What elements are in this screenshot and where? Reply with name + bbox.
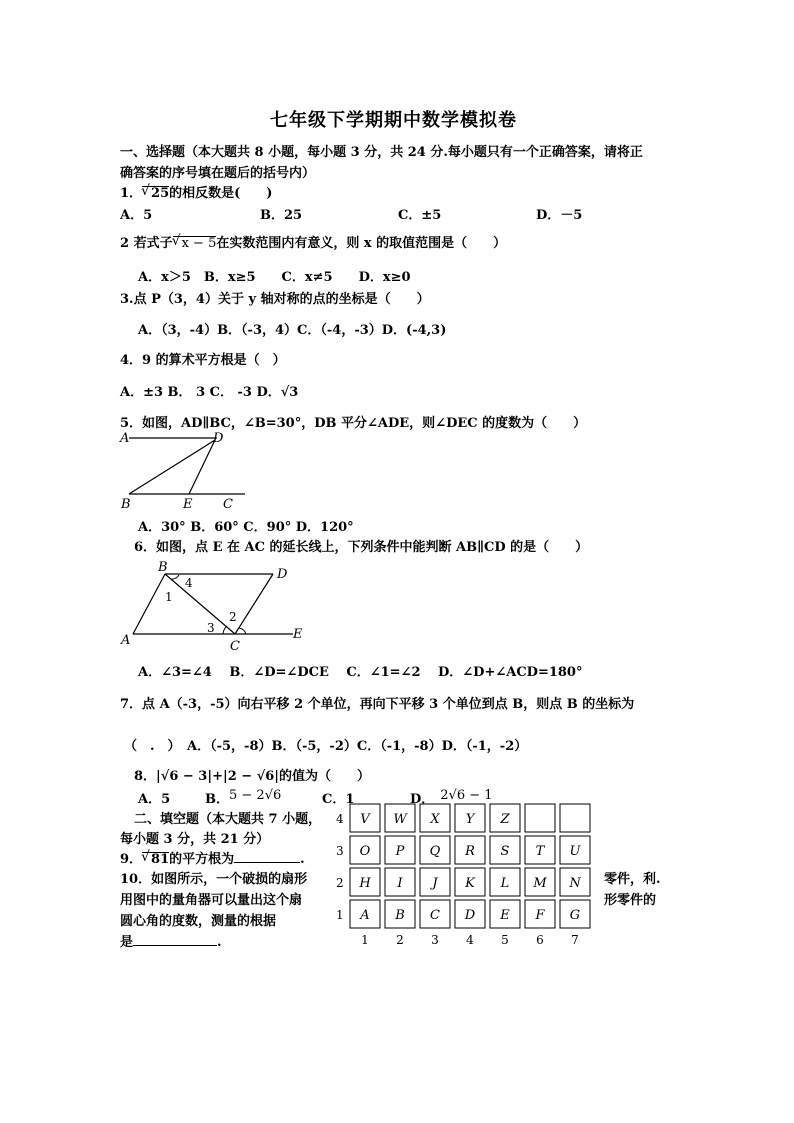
q6-arc-1 [171, 575, 179, 579]
q10-tail-line2: 形零件的 [604, 893, 657, 908]
q7-options: （ . ） A．（-5，-8）B．（-5，-2）C．（-1，-8）D．（-1，-2） [124, 739, 528, 754]
q8-option-b-label: B． [205, 792, 229, 807]
q1-option-a: A．5 [120, 208, 153, 223]
q6-arc-3 [223, 626, 227, 634]
grid-col-label: 2 [396, 933, 404, 947]
q3-stem: 3.点 P（3，4）关于 y 轴对称的点的坐标是（ ） [120, 292, 430, 307]
q2-sqrt: √ x − 5 [173, 236, 217, 251]
q1-stem [120, 182, 272, 201]
q6-label-1: 1 [165, 590, 173, 604]
grid-letter: M [533, 876, 547, 891]
grid-letter: K [465, 876, 475, 891]
section1-header-line1: 一、选择题（本大题共 8 小题，每小题 3 分，共 24 分.每小题只有一个正确答案，请将正 [120, 145, 643, 160]
q6-label-3: 3 [207, 621, 215, 635]
grid-row-label: 1 [336, 908, 344, 922]
q10-answer-blank[interactable] [133, 945, 217, 946]
grid-col-label: 1 [361, 933, 369, 947]
grid-col-label: 5 [501, 933, 509, 947]
q5-figure [115, 428, 245, 513]
section2-header-line2: 每小题 3 分，共 21 分） [120, 832, 270, 847]
q8-abs-term-1: |√6 − 3| [156, 769, 213, 784]
grid-cell [560, 804, 590, 832]
grid-letter: U [569, 844, 581, 859]
q10-line2: 用图中的量角器可以量出这个扇 [120, 893, 303, 908]
q6-line-bc [165, 574, 235, 634]
grid-row-label: 3 [336, 844, 344, 858]
q8-plus: + [212, 769, 223, 784]
grid-col-label: 6 [536, 933, 544, 947]
q8-option-c: C．1 [322, 792, 355, 807]
grid-letter: X [430, 812, 440, 827]
grid-letter: A [360, 908, 370, 923]
q10-tail-line1: 零件，利. [604, 872, 661, 887]
q5-label-e: E [183, 497, 193, 512]
q6-figure [115, 558, 315, 653]
grid-letter: Y [465, 812, 475, 827]
q10-line4: 是 . [120, 935, 222, 950]
q5-label-a: A [120, 431, 130, 446]
grid-row-label: 2 [336, 876, 344, 890]
q8-stem [134, 765, 370, 784]
q4-options: A．±3 B． 3 C． -3 D．√3 [120, 385, 299, 400]
q6-line-cd [235, 574, 273, 634]
letter-grid [328, 798, 598, 950]
q5-label-c: C [223, 497, 233, 512]
q9-number: 9． [120, 852, 143, 867]
grid-letter: F [535, 908, 545, 923]
grid-letter: W [393, 812, 407, 827]
grid-letter: S [500, 844, 510, 859]
q1-sqrt: √ 25 [142, 186, 169, 201]
grid-letter: R [465, 844, 475, 859]
grid-letter: N [569, 876, 581, 891]
q8-option-d-expr: 2√6 − 1 [440, 788, 493, 803]
grid-letter: D [464, 908, 476, 923]
grid-cell [525, 804, 555, 832]
q4-stem: 4．9 的算术平方根是（ ） [120, 353, 286, 368]
q5-label-b: B [121, 497, 131, 512]
q6-arc-2 [239, 628, 246, 634]
grid-letter: G [569, 908, 581, 923]
q8-option-d-label: D． [410, 792, 435, 807]
grid-letter: J [432, 876, 438, 891]
q1-number: 1． [120, 186, 143, 201]
q8-option-a: A．5 [138, 792, 171, 807]
grid-col-label: 7 [571, 933, 579, 947]
q10-line4-text: 是 [120, 935, 134, 950]
grid-letter: C [430, 908, 440, 923]
q9-stem: 9．√ 81的平方根为 . [120, 848, 305, 867]
q8-option-b [205, 788, 281, 807]
q8-abs-term-2: |2 − √6| [223, 769, 280, 784]
q6-options: A．∠3=∠4 B．∠D=∠DCE C．∠1=∠2 D．∠D+∠ACD=180° [138, 665, 583, 680]
q3-options: A．（3，-4）B．（-3，4）C．（-4，-3）D．(-4,3) [138, 323, 447, 338]
q10-line3: 圆心角的度数，测量的根据 [120, 914, 277, 929]
grid-letter: L [500, 876, 510, 891]
q2-options: A．x＞5 B．x≥5 C．x≠5 D．x≥0 [138, 270, 411, 285]
q8-text: 的值为（ ） [279, 769, 371, 784]
q1-option-c: C．±5 [398, 208, 442, 223]
q2-text-b: 在实数范围内有意义，则 x 的取值范围是（ ） [216, 236, 507, 251]
page-title: 七年级下学期期中数学模拟卷 [270, 110, 517, 131]
grid-letter: I [397, 876, 403, 891]
q9-answer-blank[interactable] [234, 862, 300, 863]
q6-stem: 6．如图，点 E 在 AC 的延长线上，下列条件中能判断 AB∥CD 的是（ ） [134, 540, 589, 555]
grid-letter: B [395, 908, 405, 923]
q2-stem [120, 232, 506, 251]
q6-label-a: A [121, 633, 131, 648]
q6-label-c: C [230, 639, 240, 653]
section2-header-line1: 二、填空题（本大题共 7 小题， [134, 812, 322, 827]
grid-letter: V [360, 812, 370, 827]
q5-label-d: D [213, 431, 224, 446]
grid-letter: O [359, 844, 371, 859]
q1-option-b: B．25 [260, 208, 303, 223]
q6-label-2: 2 [229, 610, 237, 624]
grid-letter: E [500, 908, 510, 923]
q6-label-4: 4 [185, 576, 193, 590]
q7-stem: 7．点 A（-3，-5）向右平移 2 个单位，再向下平移 3 个单位到点 B，则点 B 的坐标为 [120, 697, 635, 712]
q6-label-e: E [293, 627, 303, 642]
q9-sqrt: √ 81 [142, 852, 169, 867]
q6-line-ab [133, 574, 165, 634]
q10-line1: 10．如图所示，一个破损的扇形 [120, 872, 308, 887]
grid-row-label: 4 [336, 812, 344, 826]
grid-letter: Q [429, 844, 441, 859]
q8-option-b-expr: 5 − 2√6 [229, 788, 282, 803]
q5-options: A．30° B．60° C．90° D．120° [138, 520, 354, 535]
q6-label-d: D [277, 567, 288, 582]
q1-text: 的相反数是( ) [169, 186, 273, 201]
grid-letter: Z [500, 812, 510, 827]
grid-col-label: 3 [431, 933, 439, 947]
section1-header-line2: 确答案的序号填在题后的括号内） [120, 166, 316, 181]
q1-option-d: D．－5 [536, 208, 583, 223]
grid-letter: P [395, 844, 405, 859]
grid-letter: T [535, 844, 545, 859]
q8-number: 8． [134, 769, 157, 784]
grid-col-label: 4 [466, 933, 474, 947]
q9-text: 的平方根为 [169, 852, 235, 867]
grid-letter: H [359, 876, 371, 891]
q5-stem: 5．如图，AD∥BC，∠B=30°，DB 平分∠ADE，则∠DEC 的度数为（ ） [120, 416, 587, 431]
q6-label-b: B [158, 560, 168, 575]
q2-text-a: 2 若式子 [120, 236, 173, 251]
